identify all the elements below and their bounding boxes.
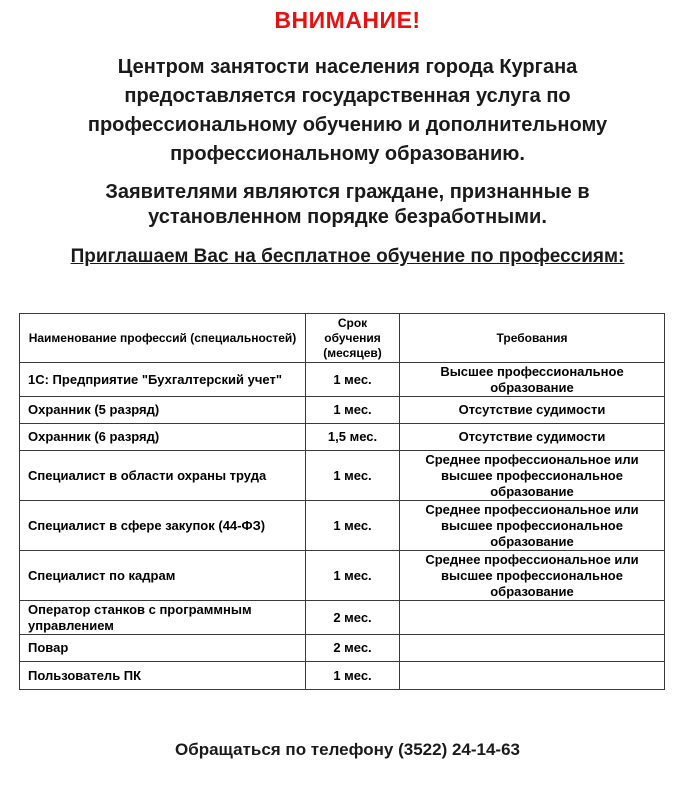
- table-row: [20, 601, 665, 635]
- table-row: [20, 424, 665, 451]
- profession-requirements: [400, 662, 665, 690]
- intro-paragraph: [20, 53, 675, 169]
- applicants-line: Заявителями являются граждане, признанные в: [105, 181, 590, 203]
- intro-line: профессиональному обучению и дополнительному: [87, 114, 608, 136]
- profession-duration: 1,5 мес.: [306, 424, 400, 451]
- header-requirements: Требования: [400, 314, 665, 363]
- profession-duration: 1 мес.: [306, 501, 400, 551]
- intro-line: Центром занятости населения города Кургана: [117, 56, 578, 78]
- profession-requirements: [400, 635, 665, 662]
- profession-name: Охранник (6 разряд): [20, 424, 306, 451]
- profession-name: Специалист по кадрам: [20, 551, 306, 601]
- profession-name: Охранник (5 разряд): [20, 397, 306, 424]
- table-row: [20, 635, 665, 662]
- table-row: [20, 397, 665, 424]
- profession-requirements: Среднее профессиональное или высшее профессиональное образование: [400, 451, 665, 501]
- table-row: [20, 451, 665, 501]
- profession-requirements: Отсутствие судимости: [400, 397, 665, 424]
- profession-duration: 2 мес.: [306, 601, 400, 635]
- profession-duration: 1 мес.: [306, 662, 400, 690]
- table-row: [20, 662, 665, 690]
- profession-requirements: [400, 601, 665, 635]
- applicants-line: установленном порядке безработными.: [148, 206, 547, 228]
- header-profession: Наименование профессий (специальностей): [20, 314, 306, 363]
- table-row: [20, 551, 665, 601]
- profession-requirements: Среднее профессиональное или высшее профессиональное образование: [400, 501, 665, 551]
- profession-name: Специалист в сфере закупок (44-ФЗ): [20, 501, 306, 551]
- table-header-row: [20, 314, 665, 363]
- profession-duration: 1 мес.: [306, 397, 400, 424]
- intro-line: профессиональному образованию.: [170, 143, 525, 165]
- profession-name: Повар: [20, 635, 306, 662]
- invite-heading: Приглашаем Вас на бесплатное обучение по профессиям:: [70, 246, 625, 267]
- profession-name: Оператор станков с программным управлением: [20, 601, 306, 635]
- profession-name: Пользователь ПК: [20, 662, 306, 690]
- profession-requirements: Высшее профессиональное образование: [400, 363, 665, 397]
- profession-requirements: Среднее профессиональное или высшее профессиональное образование: [400, 551, 665, 601]
- profession-duration: 2 мес.: [306, 635, 400, 662]
- profession-name: Специалист в области охраны труда: [20, 451, 306, 501]
- header-duration: Срок обучения (месяцев): [306, 314, 400, 363]
- profession-duration: 1 мес.: [306, 551, 400, 601]
- applicants-paragraph: [20, 180, 675, 230]
- profession-duration: 1 мес.: [306, 451, 400, 501]
- table-row: [20, 501, 665, 551]
- profession-requirements: Отсутствие судимости: [400, 424, 665, 451]
- page-title: ВНИМАНИЕ!: [274, 7, 421, 33]
- profession-name: 1С: Предприятие "Бухгалтерский учет": [20, 363, 306, 397]
- intro-line: предоставляется государственная услуга по: [124, 85, 571, 107]
- contact-phone: Обращаться по телефону (3522) 24-14-63: [174, 740, 521, 759]
- professions-table: [19, 313, 665, 690]
- profession-duration: 1 мес.: [306, 363, 400, 397]
- table-row: [20, 363, 665, 397]
